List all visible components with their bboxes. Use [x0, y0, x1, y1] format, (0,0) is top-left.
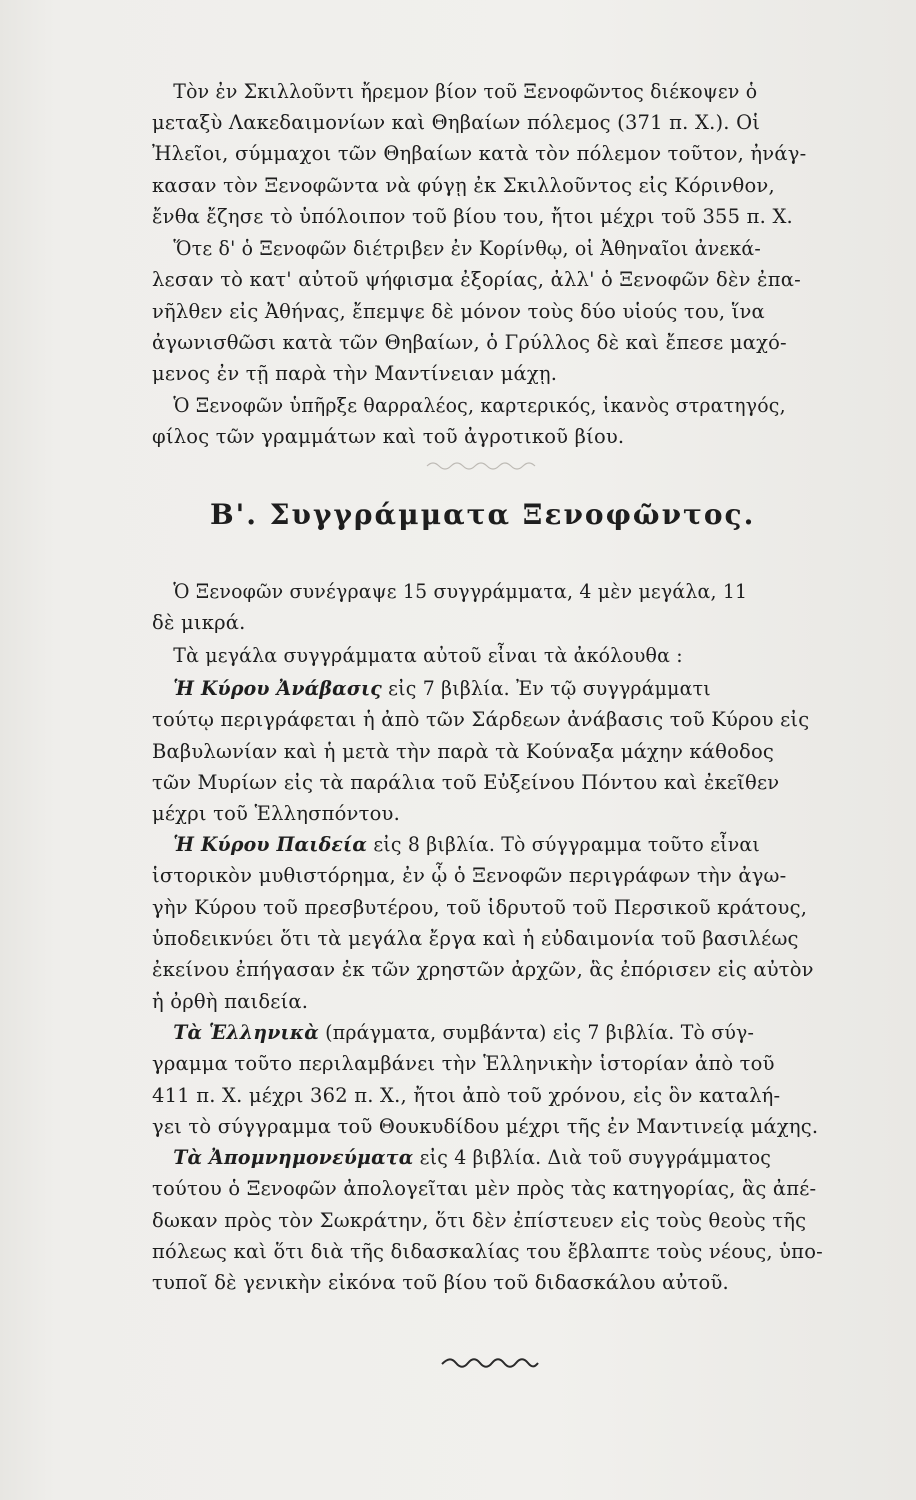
- text-line: τῶν Μυρίων εἰς τὰ παράλια τοῦ Εὐξείνου Πόντου καὶ ἐκεῖθεν: [152, 771, 780, 794]
- text-line: Τὰ μεγάλα συγγράμματα αὐτοῦ εἶναι τὰ ἀκόλουθα :: [173, 644, 683, 667]
- text-line: δωκαν πρὸς τὸν Σωκράτην, ὅτι δὲν ἐπίστευεν εἰς τοὺς θεοὺς τῆς: [152, 1209, 807, 1232]
- text-line: Βαβυλωνίαν καὶ ἡ μετὰ τὴν παρὰ τὰ Κούναξα μάχην κάθοδος: [152, 740, 775, 763]
- text-line: γει τὸ σύγγραμμα τοῦ Θουκυδίδου μέχρι τῆς ἐν Μαντινείᾳ μάχης.: [152, 1115, 819, 1138]
- text-line: λεσαν τὸ κατ' αὐτοῦ ψήφισμα ἐξορίας, ἀλλ' ὁ Ξενοφῶν δὲν ἐπα-: [152, 268, 801, 291]
- text-line: Ἠλεῖοι, σύμμαχοι τῶν Θηβαίων κατὰ τὸν πόλεμον τοῦτον, ἠνάγ-: [152, 142, 807, 165]
- section-heading: Β'. Συγγράμματα Ξενοφῶντος.: [210, 498, 756, 531]
- text-line: τυποῖ δὲ γενικὴν εἰκόνα τοῦ βίου τοῦ διδασκάλου αὐτοῦ.: [152, 1271, 729, 1294]
- text-line: κασαν τὸν Ξενοφῶντα νὰ φύγῃ ἐκ Σκιλλοῦντος εἰς Κόρινθον,: [152, 174, 775, 197]
- text-line: Ὁ Ξενοφῶν ὑπῆρξε θαρραλέος, καρτερικός, ἱκανὸς στρατηγός,: [173, 394, 786, 417]
- work-title: Ἡ Κύρου Παιδεία: [173, 833, 368, 856]
- text-line: πόλεως καὶ ὅτι διὰ τῆς διδασκαλίας του ἔβλαπτε τοὺς νέους, ὑπο-: [152, 1240, 823, 1263]
- work-title: Τὰ Ἀπομνημονεύματα: [173, 1146, 414, 1169]
- text-line: νῆλθεν εἰς Ἀθήνας, ἔπεμψε δὲ μόνον τοὺς δύο υἱούς του, ἵνα: [152, 300, 765, 323]
- work-first-line: (πράγματα, συμβάντα) εἰς 7 βιβλία. Τὸ σύγ-: [318, 1021, 755, 1044]
- work-title: Τὰ Ἑλληνικὰ: [173, 1021, 319, 1044]
- text-line: ἱστορικὸν μυθιστόρημα, ἐν ᾧ ὁ Ξενοφῶν περιγράφων τὴν ἀγω-: [152, 864, 787, 887]
- text-line: ἔνθα ἔζησε τὸ ὑπόλοιπον τοῦ βίου του, ἤτοι μέχρι τοῦ 355 π. Χ.: [152, 205, 793, 228]
- text-line: [152, 833, 853, 857]
- text-line: μενος ἐν τῇ παρὰ τὴν Μαντίνειαν μάχῃ.: [152, 362, 558, 385]
- text-line: τούτου ὁ Ξενοφῶν ἀπολογεῖται μὲν πρὸς τὰς κατηγορίας, ἃς ἀπέ-: [152, 1177, 817, 1200]
- text-line: ἡ ὀρθὴ παιδεία.: [152, 990, 309, 1013]
- text-line: φίλος τῶν γραμμάτων καὶ τοῦ ἀγροτικοῦ βίου.: [152, 425, 625, 448]
- text-line: [152, 677, 853, 701]
- text-line: ἀγωνισθῶσι κατὰ τῶν Θηβαίων, ὁ Γρύλλος δὲ καὶ ἔπεσε μαχό-: [152, 331, 787, 354]
- text-line: [152, 1021, 853, 1045]
- text-line: γὴν Κύρου τοῦ πρεσβυτέρου, τοῦ ἱδρυτοῦ τοῦ Περσικοῦ κράτους,: [152, 896, 808, 919]
- ornament-divider: [440, 1355, 540, 1371]
- work-title: Ἡ Κύρου Ἀνάβασις: [173, 677, 382, 700]
- text-line: Ὅτε δ' ὁ Ξενοφῶν διέτριβεν ἐν Κορίνθῳ, οἱ Ἀθηναῖοι ἀνεκά-: [173, 237, 761, 260]
- text-line: [152, 1146, 853, 1170]
- work-first-line: εἰς 8 βιβλία. Τὸ σύγγραμμα τοῦτο εἶναι: [367, 833, 760, 856]
- faint-ornament-divider: [425, 458, 545, 472]
- text-line: γραμμα τοῦτο περιλαμβάνει τὴν Ἑλληνικὴν ἱστορίαν ἀπὸ τοῦ: [152, 1052, 775, 1075]
- text-line: 411 π. Χ. μέχρι 362 π. Χ., ἤτοι ἀπὸ τοῦ χρόνου, εἰς ὃν καταλή-: [152, 1084, 781, 1107]
- work-first-line: εἰς 4 βιβλία. Διὰ τοῦ συγγράμματος: [413, 1146, 772, 1169]
- text-line: μεταξὺ Λακεδαιμονίων καὶ Θηβαίων πόλεμος (371 π. Χ.). Οἱ: [152, 111, 761, 134]
- text-line: ἐκείνου ἐπήγασαν ἐκ τῶν χρηστῶν ἀρχῶν, ἃς ἐπόρισεν εἰς αὐτὸν: [152, 958, 814, 981]
- text-line: ὑποδεικνύει ὅτι τὰ μεγάλα ἔργα καὶ ἡ εὐδαιμονία τοῦ βασιλέως: [152, 927, 799, 950]
- text-line: δὲ μικρά.: [152, 611, 246, 634]
- text-line: Ὁ Ξενοφῶν συνέγραψε 15 συγγράμματα, 4 μὲν μεγάλα, 11: [173, 580, 748, 603]
- text-line: τούτῳ περιγράφεται ἡ ἀπὸ τῶν Σάρδεων ἀνάβασις τοῦ Κύρου εἰς: [152, 708, 810, 731]
- text-line: Τὸν ἐν Σκιλλοῦντι ἤρεμον βίον τοῦ Ξενοφῶντος διέκοψεν ὁ: [173, 80, 758, 103]
- text-line: μέχρι τοῦ Ἑλλησπόντου.: [152, 802, 400, 825]
- work-first-line: εἰς 7 βιβλία. Ἐν τῷ συγγράμματι: [381, 677, 711, 700]
